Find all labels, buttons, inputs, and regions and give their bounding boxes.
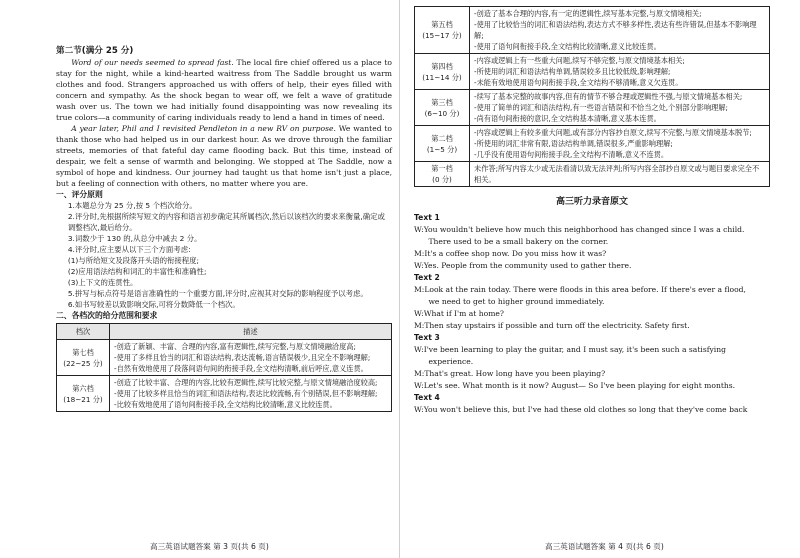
dialogue-line: W:Let's see. What month is it now? August— So I've been playing for eight months. — [414, 381, 736, 390]
section-title: 第二节(满分 25 分) — [56, 46, 134, 56]
dialogue-continuation: we need to get to higher ground immediately. — [428, 297, 605, 306]
table-row — [415, 162, 770, 187]
essay-paragraph: A year later, Phil and I revisited Pendleton in a new RV on purpose. We wanted to thank those who had helped us in our darkest hour. As we drove through the familiar streets, memories of that fateful day came flooding back. But this time, instead of despair, we felt a sense of warmth and belonging. We stopped at The Saddle, now a symbol of hope and kindness. Our journey had taught us that home isn't just a place, but a feeling of connection with others, no matter where you are. — [56, 124, 392, 188]
rule-item: 1.本题总分为 25 分,按 5 个档次给分。 — [67, 201, 197, 210]
desc-cell: -续写了基本完整的故事内容,但有的情节不够合理或逻辑性不强,与原文情境基本相关; -使用了简单的词汇和语法结构,有一些语言错误和不恰当之处,个别部分影响理解; -尚有语句间衔接的意识,全文结构基本清晰,意义基本连贯。 — [470, 90, 770, 126]
desc-cell: -创造了比较丰富、合理的内容,比较有逻辑性,续写比较完整,与原文情境融洽度较高; -使用了比较多样且恰当的词汇和语法结构,表达比较流畅,有个别错误,但不影响理解; -比较有效地使用了语句间衔接手段,全文结构比较清晰,意义比较连贯。 — [110, 376, 392, 412]
page-footer: 高三英语试题答案 第 3 页(共 6 页) — [150, 542, 269, 551]
text-label: Text 2 — [414, 273, 440, 282]
desc-cell: -内容或逻辑上有一些重大问题,续写不够完整,与原文情境基本相关; -所使用的词汇和语法结构单调,错误较多且比较低级,影响理解; -未能有效地使用语句间衔接手段,全文结构不够清晰,意义欠连贯。 — [470, 54, 770, 90]
grade-cell: 第五档 (15~17 分) — [415, 7, 470, 54]
grade-cell: 第七档 (22~25 分) — [57, 340, 110, 376]
header-grade: 档次 — [57, 324, 110, 340]
right-page — [400, 0, 800, 558]
rule-item: 3.词数少于 130 的,从总分中减去 2 分。 — [67, 234, 202, 243]
text-label: Text 4 — [414, 393, 440, 402]
table-header-row — [57, 324, 392, 340]
rule-item: 6.如书写较差以致影响交际,可将分数降低一个档次。 — [67, 300, 240, 309]
grade-cell: 第一档 (0 分) — [415, 162, 470, 187]
essay-paragraph: Word of our needs seemed to spread fast. The local fire chief offered us a place to stay for the night, while a kind-hearted waitress from The Saddle brought us warm clothes and food. Strangers approached us with offers of help, their eyes filled with concern and sympathy. As the shock began to wear off, we felt a wave of gratitude wash over us. The town we had initially found disappointing was now revealing its true colors—a community of caring individuals ready to lend a hand in times of need. — [56, 58, 392, 122]
dialogue-line: M:Look at the rain today. There were floods in this area before. If there's ever a flood, — [414, 285, 746, 294]
dialogue-line: W:What if I'm at home? — [414, 309, 504, 318]
table-row — [57, 340, 392, 376]
desc-cell: -创造了基本合理的内容,有一定的逻辑性,续写基本完整,与原文情境相关; -使用了比较恰当的词汇和语法结构,表达方式不够多样性,表达有些许错误,但基本不影响理解; -使用了语句间衔接手段,全文结构比较清晰,意义比较连贯。 — [470, 7, 770, 54]
page-footer: 高三英语试题答案 第 4 页(共 6 页) — [545, 542, 664, 551]
table-row — [415, 90, 770, 126]
grade-cell: 第六档 (18~21 分) — [57, 376, 110, 412]
text-label: Text 3 — [414, 333, 440, 342]
rule-item: 2.评分时,先根据所续写短文的内容和语言初步确定其所属档次,然后以该档次的要求来衡量,确定或调整档次,最后给分。 — [67, 212, 385, 232]
dialogue-line: W:You won't believe this, but I've had these old clothes so long that they've come back — [414, 405, 748, 414]
table-heading: 二、各档次的给分范围和要求 — [56, 311, 158, 320]
desc-cell: -内容或逻辑上有较多重大问题,或有部分内容抄自原文,续写不完整,与原文情境基本脱节; -所使用的词汇非常有限,语法结构单调,错误很多,严重影响理解; -几乎没有使用语句间衔接手段,全文结构不清晰,意义不连贯。 — [470, 126, 770, 162]
rule-item: (3)上下文的连贯性。 — [67, 278, 138, 287]
dialogue-continuation: experience. — [428, 357, 474, 366]
table-row — [415, 7, 770, 54]
grade-cell: 第四档 (11~14 分) — [415, 54, 470, 90]
dialogue-continuation: There used to be a small bakery on the corner. — [428, 237, 609, 246]
dialogue-line: W:I've been learning to play the guitar, and I must say, it's been such a satisfying — [414, 345, 726, 354]
text-label: Text 1 — [414, 213, 440, 222]
rule-item: 5.拼写与标点符号是语言准确性的一个重要方面,评分时,应视其对交际的影响程度予以考虑。 — [67, 289, 368, 298]
dialogue-line: W:You wouldn't believe how much this neighborhood has changed since I was a child. — [414, 225, 745, 234]
rule-item: (2)应用语法结构和词汇的丰富性和准确性; — [67, 267, 207, 276]
desc-cell: -创造了新颖、丰富、合理的内容,富有逻辑性,续写完整,与原文情境融洽度高; -使用了多样且恰当的词汇和语法结构,表达流畅,语言错误极少,且完全不影响理解; -自然有效地使用了段落间语句间的衔接手段,全文结构清晰,前后呼应,意义连贯。 — [110, 340, 392, 376]
rules-heading: 一、评分原则 — [56, 190, 103, 199]
dialogue-line: W:Yes. People from the community used to gather there. — [414, 261, 632, 270]
rule-item: (1)与所给短文及段落开头语的衔接程度; — [67, 256, 200, 265]
desc-cell: 未作答;所写内容太少或无法看清以致无法评判;所写内容全部抄自原文或与题目要求完全不相关。 — [470, 162, 770, 187]
dialogue-line: M:That's great. How long have you been playing? — [414, 369, 606, 378]
grading-table-right — [414, 6, 770, 187]
header-desc: 描述 — [110, 324, 392, 340]
dialogue-line: M:It's a coffee shop now. Do you miss how it was? — [414, 249, 607, 258]
grade-cell: 第二档 (1~5 分) — [415, 126, 470, 162]
dialogue-line: M:Then stay upstairs if possible and turn off the electricity. Safety first. — [414, 321, 690, 330]
listening-title: 高三听力录音原文 — [555, 197, 628, 207]
rule-item: 4.评分时,应主要从以下三个方面考虑: — [67, 245, 191, 254]
table-row — [57, 376, 392, 412]
table-row — [415, 54, 770, 90]
grading-table-left — [56, 323, 392, 412]
table-row — [415, 126, 770, 162]
grade-cell: 第三档 (6~10 分) — [415, 90, 470, 126]
